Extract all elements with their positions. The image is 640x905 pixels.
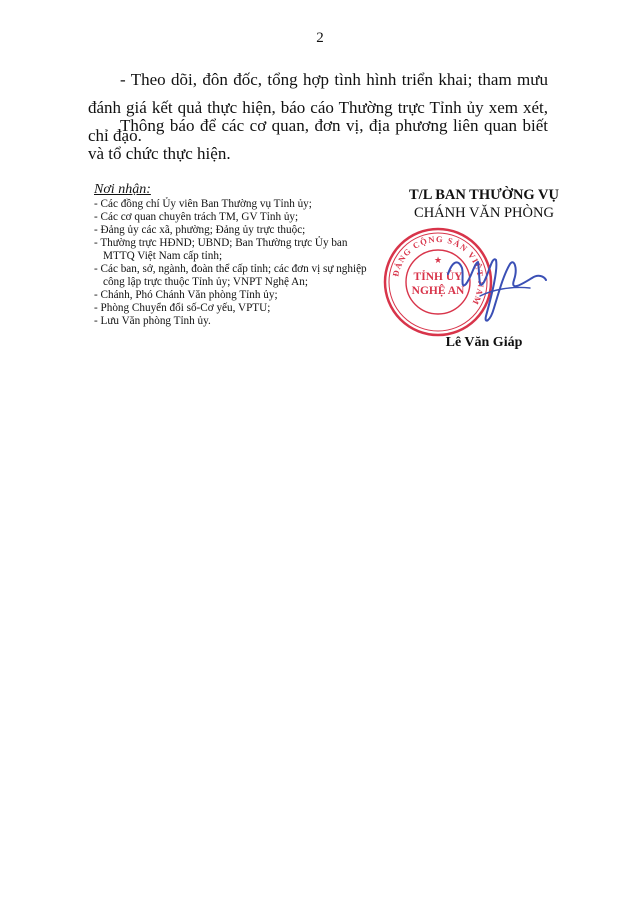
recipients-title: Nơi nhận: [94, 182, 151, 197]
handwritten-signature [440, 234, 550, 334]
recipients-block [94, 182, 369, 328]
recipient-item: - Phòng Chuyển đổi số-Cơ yếu, VPTU; [94, 302, 271, 314]
stamp-area [380, 226, 588, 338]
signer-name: Lê Văn Giáp [445, 335, 523, 350]
recipient-item: - Các ban, sở, ngành, đoàn thể cấp tỉnh; các đơn vị sự nghiệp công lập trực thuộc Tỉnh ủy; VNPT Nghệ An; [94, 263, 367, 288]
signature-title: CHÁNH VĂN PHÒNG [414, 205, 554, 221]
recipients-list [94, 198, 369, 328]
recipient-item: - Các cơ quan chuyên trách TM, GV Tỉnh ủy; [94, 211, 299, 223]
stamp-star-icon: ★ [433, 255, 443, 265]
recipient-item: - Chánh, Phó Chánh Văn phòng Tỉnh ủy; [94, 289, 278, 301]
paragraph-follow-up: - Theo dõi, đôn đốc, tổng hợp tình hình triển khai; tham mưu đánh giá kết quả thực hiện, báo cáo Thường trực Tỉnh ủy xem xét, chỉ đạo. [88, 70, 548, 145]
stamp-ring-text: ĐẢNG CỘNG SẢN VIỆT NAM [390, 233, 487, 308]
stamp-center-line-2: NGHỆ AN [411, 285, 465, 297]
recipient-item: - Lưu Văn phòng Tỉnh ủy. [94, 315, 211, 327]
signature-block [380, 186, 588, 352]
recipient-item: - Thường trực HĐND; UBND; Ban Thường trực Ủy ban MTTQ Việt Nam cấp tỉnh; [94, 237, 348, 262]
page-number: 2 [316, 30, 324, 46]
signature-org: T/L BAN THƯỜNG VỤ [409, 187, 559, 203]
stamp-center-line-1: TỈNH ỦY [413, 271, 463, 283]
recipient-item: - Các đồng chí Ủy viên Ban Thường vụ Tỉnh ủy; [94, 198, 312, 210]
signature-underline-stroke [480, 287, 530, 296]
recipient-item: - Đảng ủy các xã, phường; Đảng ủy trực thuộc; [94, 224, 306, 236]
paragraph-notice: Thông báo để các cơ quan, đơn vị, địa phương liên quan biết và tổ chức thực hiện. [88, 116, 548, 163]
